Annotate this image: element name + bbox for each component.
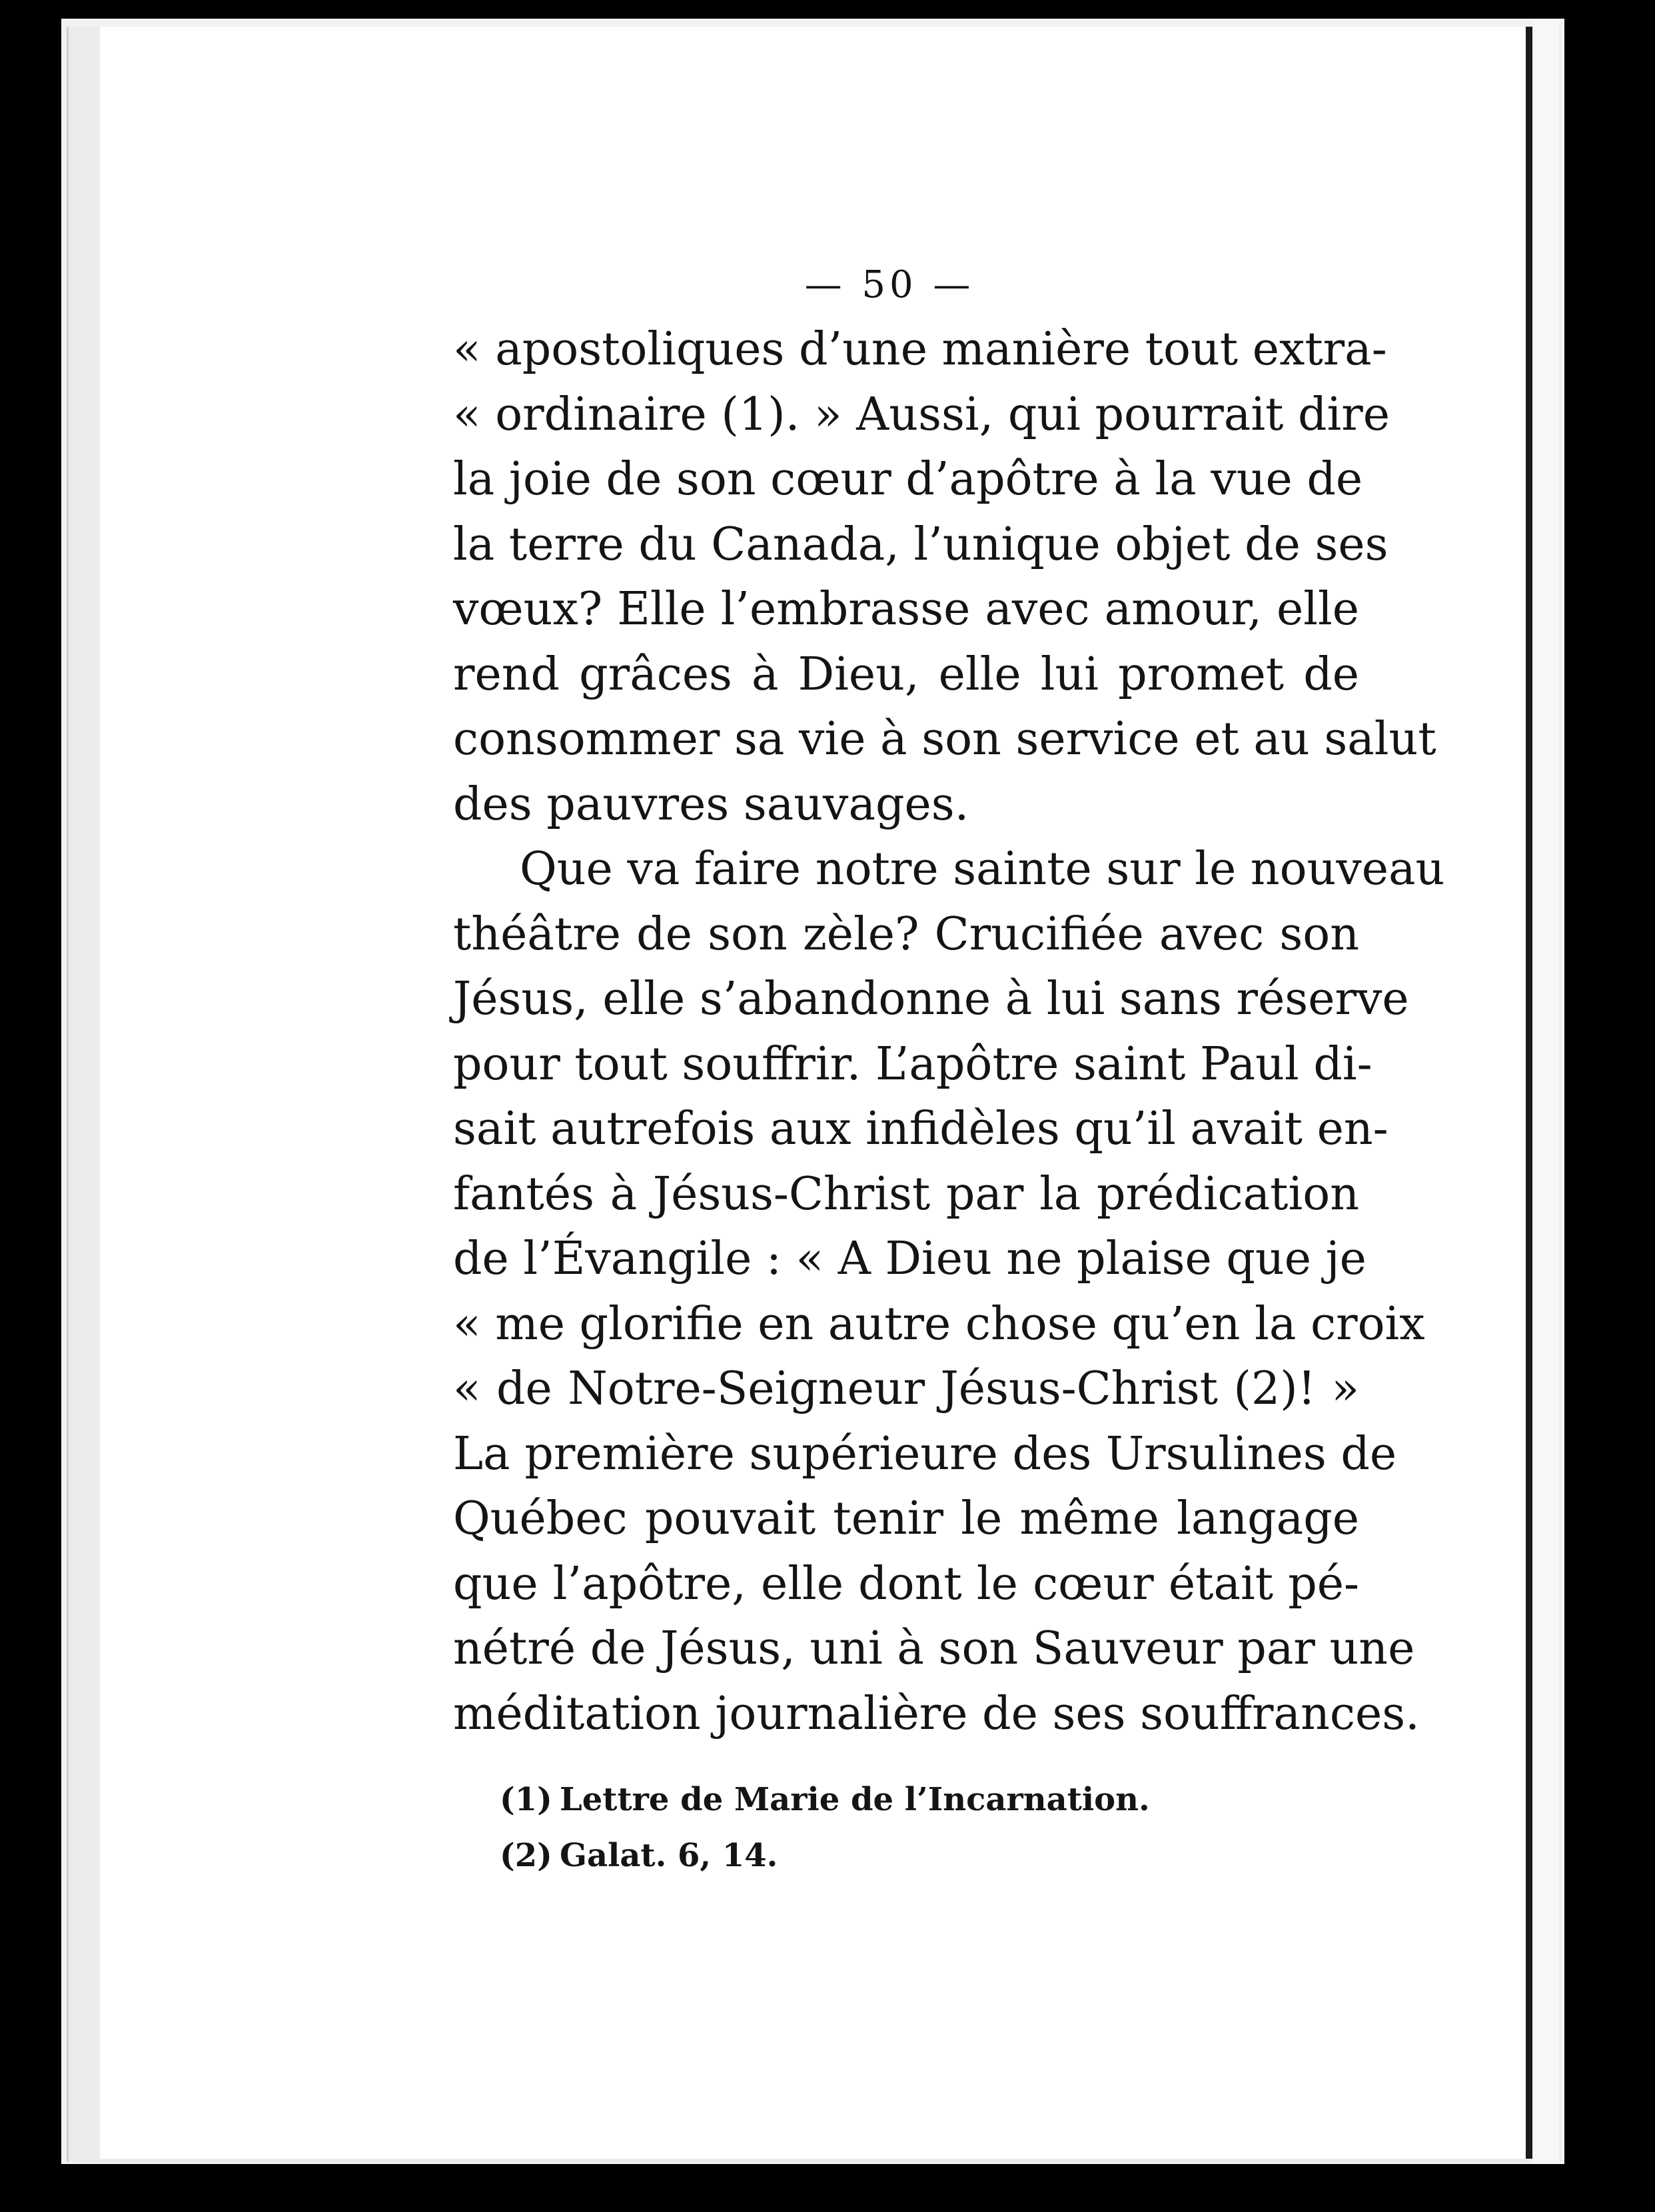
text-line: Que va faire notre sainte sur le nouveau [520,843,1445,895]
footnote [500,1828,1359,1884]
footnote-mark: (1) [500,1781,552,1818]
text-line: la terre du Canada, l’unique objet de ses [453,518,1388,571]
text-line: de l’Évangile : « A Dieu ne plaise que je [453,1233,1367,1285]
text-line: « de Notre-Seigneur Jésus-Christ (2)! » [453,1363,1359,1415]
footnote [500,1772,1359,1828]
text-line: « ordinaire (1). » Aussi, qui pourrait dire [453,388,1390,441]
page-number: — 50 — [804,263,975,306]
footnote-mark: (2) [500,1837,552,1874]
text-line: sait autrefois aux infidèles qu’il avait en- [453,1103,1388,1155]
text-line: rend grâces à Dieu, elle lui promet de [453,648,1359,701]
text-line: méditation journalière de ses souffrances. [453,1687,1420,1740]
text-line: fantés à Jésus-Christ par la prédication [453,1167,1359,1221]
text-line: La première supérieure des Ursulines de [453,1427,1397,1480]
text-line: « me glorifie en autre chose qu’en la croix [453,1297,1425,1351]
page-margin-strip [1532,19,1559,2164]
text-line: la joie de son cœur d’apôtre à la vue de [453,453,1363,506]
text-line: théâtre de son zèle? Crucifiée avec son [453,907,1359,961]
text-line: consommer sa vie à son service et au salut [453,713,1436,766]
footnotes [453,1772,1359,1884]
text-line: « apostoliques d’une manière tout extra- [453,323,1387,376]
footnote-text: Lettre de Marie de l’Incarnation. [560,1781,1150,1818]
page-text [453,253,1445,1884]
footnote-text: Galat. 6, 14. [560,1837,778,1874]
text-line: vœux? Elle l’embrasse avec amour, elle [453,583,1359,636]
text-line: pour tout souffrir. L’apôtre saint Paul di- [453,1037,1373,1091]
text-line: nétré de Jésus, uni à son Sauveur par une [453,1622,1415,1675]
text-line: des pauvres sauvages. [453,778,969,831]
text-line: Québec pouvait tenir le même langage [453,1492,1359,1545]
text-line: Jésus, elle s’abandonne à lui sans réserve [453,973,1409,1025]
text-line: que l’apôtre, elle dont le cœur était pé- [453,1557,1359,1610]
